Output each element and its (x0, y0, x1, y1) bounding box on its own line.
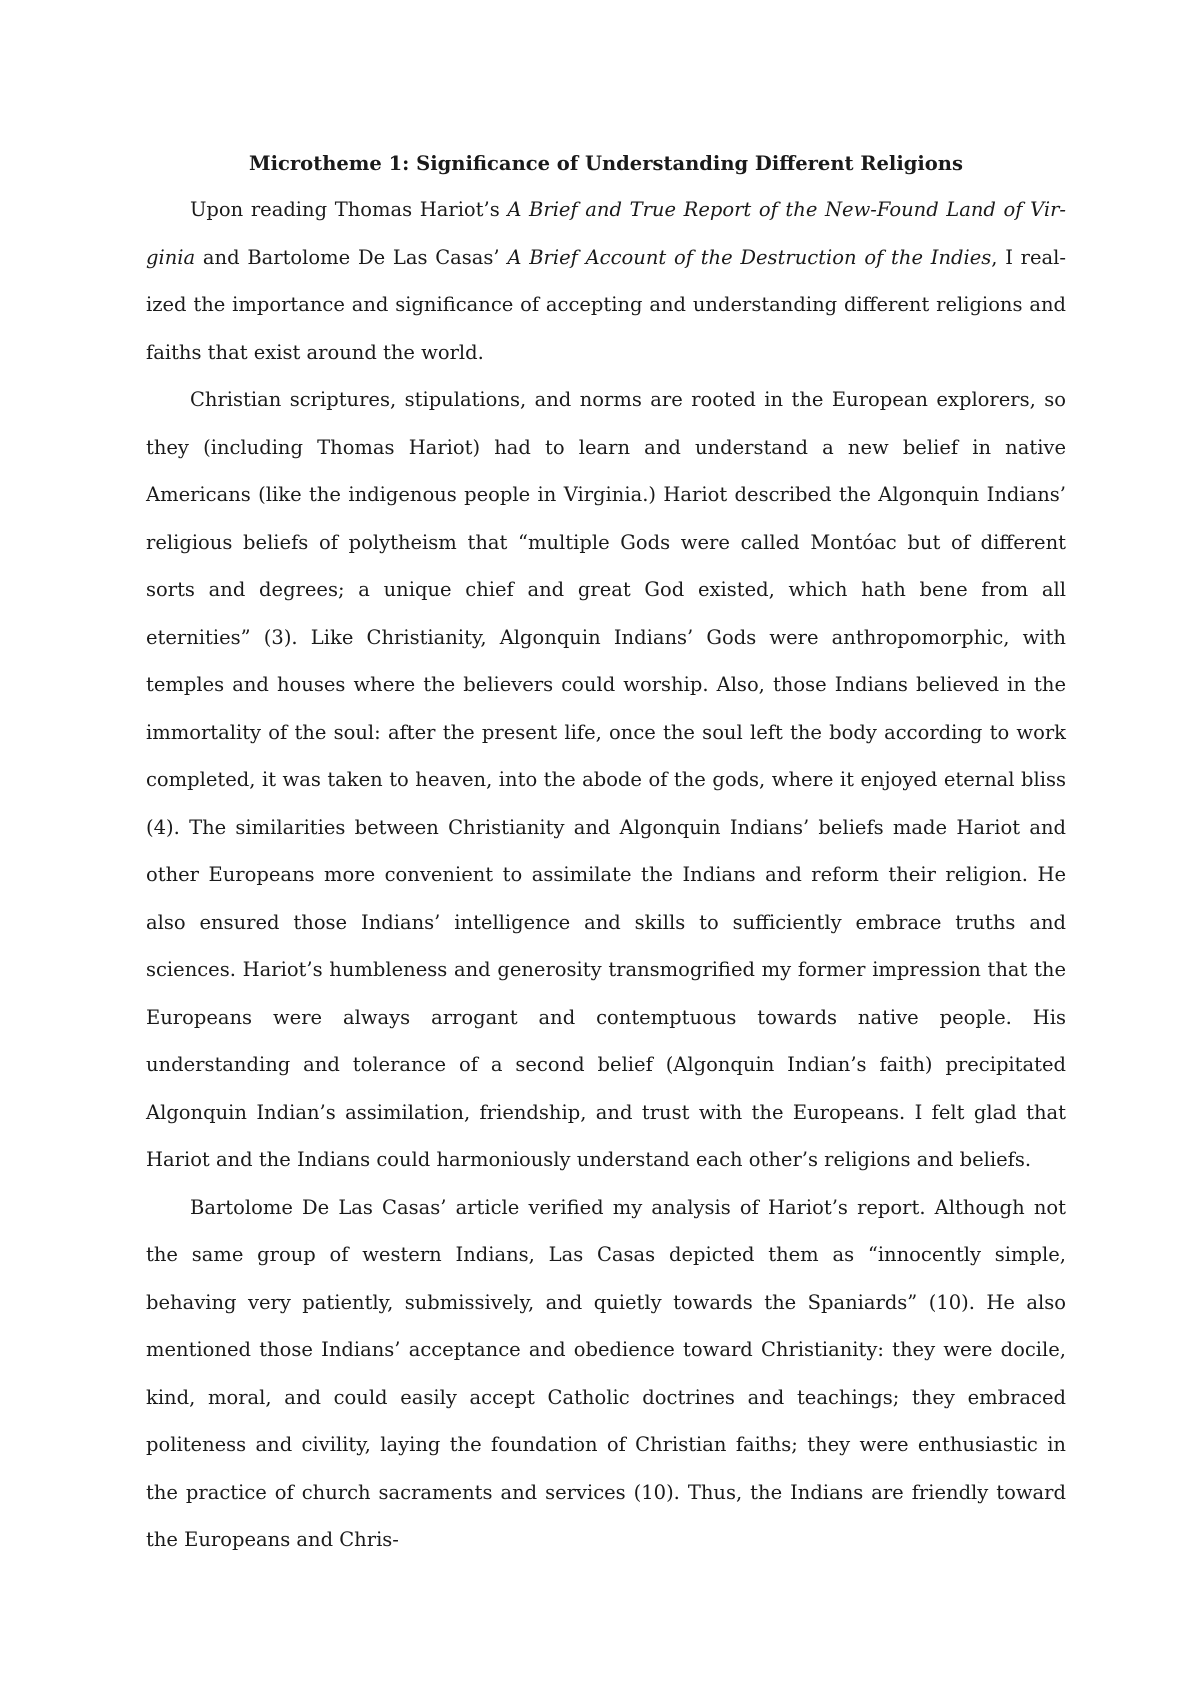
paragraph-las-casas: Bartolome De Las Casas’ article verified my analysis of Hariot’s report. Although not the same group of western Indians, Las Casas depicted them as “innocently simple, behaving very patiently, submissively, and quietly towards the Spaniards” (10). He also mentioned those Indians’ acceptance and obedience toward Christianity: they were docile, kind, moral, and could easily accept Catholic doctrines and teachings; they embraced politeness and civility, laying the foundation of Christian faiths; they were enthusiastic in the practice of church sacraments and services (10). Thus, the Indians are friendly toward the Europeans and Chris- (146, 1195, 1066, 1551)
intro-text-1: Upon reading Thomas Hariot’s (190, 198, 508, 221)
document-page (146, 152, 1066, 1564)
las-casas-account-title: A Brief Account of the Destruction of the Indies (507, 245, 992, 269)
intro-text-3: , I realized the importance and significance of accepting and understanding different religions and faiths that exist around the world. (146, 245, 1066, 364)
hariot-report-title: A Brief and True Report of the New-Found Land of Virginia (146, 198, 1066, 269)
document-title: Microtheme 1: Significance of Understanding Different Religions (249, 152, 963, 175)
intro-text-2: and Bartolome De Las Casas’ (195, 245, 508, 269)
paragraph-hariot: Christian scriptures, stipulations, and norms are rooted in the European explorers, so they (including Thomas Hariot) had to learn and understand a new belief in native Americans (like the indigenous people in Virginia.) Hariot described the Algonquin Indians’ religious beliefs of polytheism that “multiple Gods were called Montóac but of different sorts and degrees; a unique chief and great God existed, which hath bene from all eternities” (3). Like Christianity, Algonquin Indians’ Gods were anthropomorphic, with temples and houses where the believers could worship. Also, those Indians believed in the immortality of the soul: after the present life, once the soul left the body according to work completed, it was taken to heaven, into the abode of the gods, where it enjoyed eternal bliss (4). The similarities between Christianity and Algonquin Indians’ beliefs made Hariot and other Europeans more convenient to assimilate the Indians and reform their religion. He also ensured those Indians’ intelligence and skills to sufficiently embrace truths and sciences. Hariot’s humbleness and generosity transmogrified my former impression that the Europeans were always arrogant and contemptuous towards native people. His understanding and tolerance of a second belief (Algonquin Indian’s faith) precipitated Algonquin Indian’s assimilation, friendship, and trust with the Europeans. I felt glad that Hariot and the Indians could harmoniously understand each other’s religions and beliefs. (146, 388, 1066, 1171)
paragraph-intro (146, 186, 1066, 376)
